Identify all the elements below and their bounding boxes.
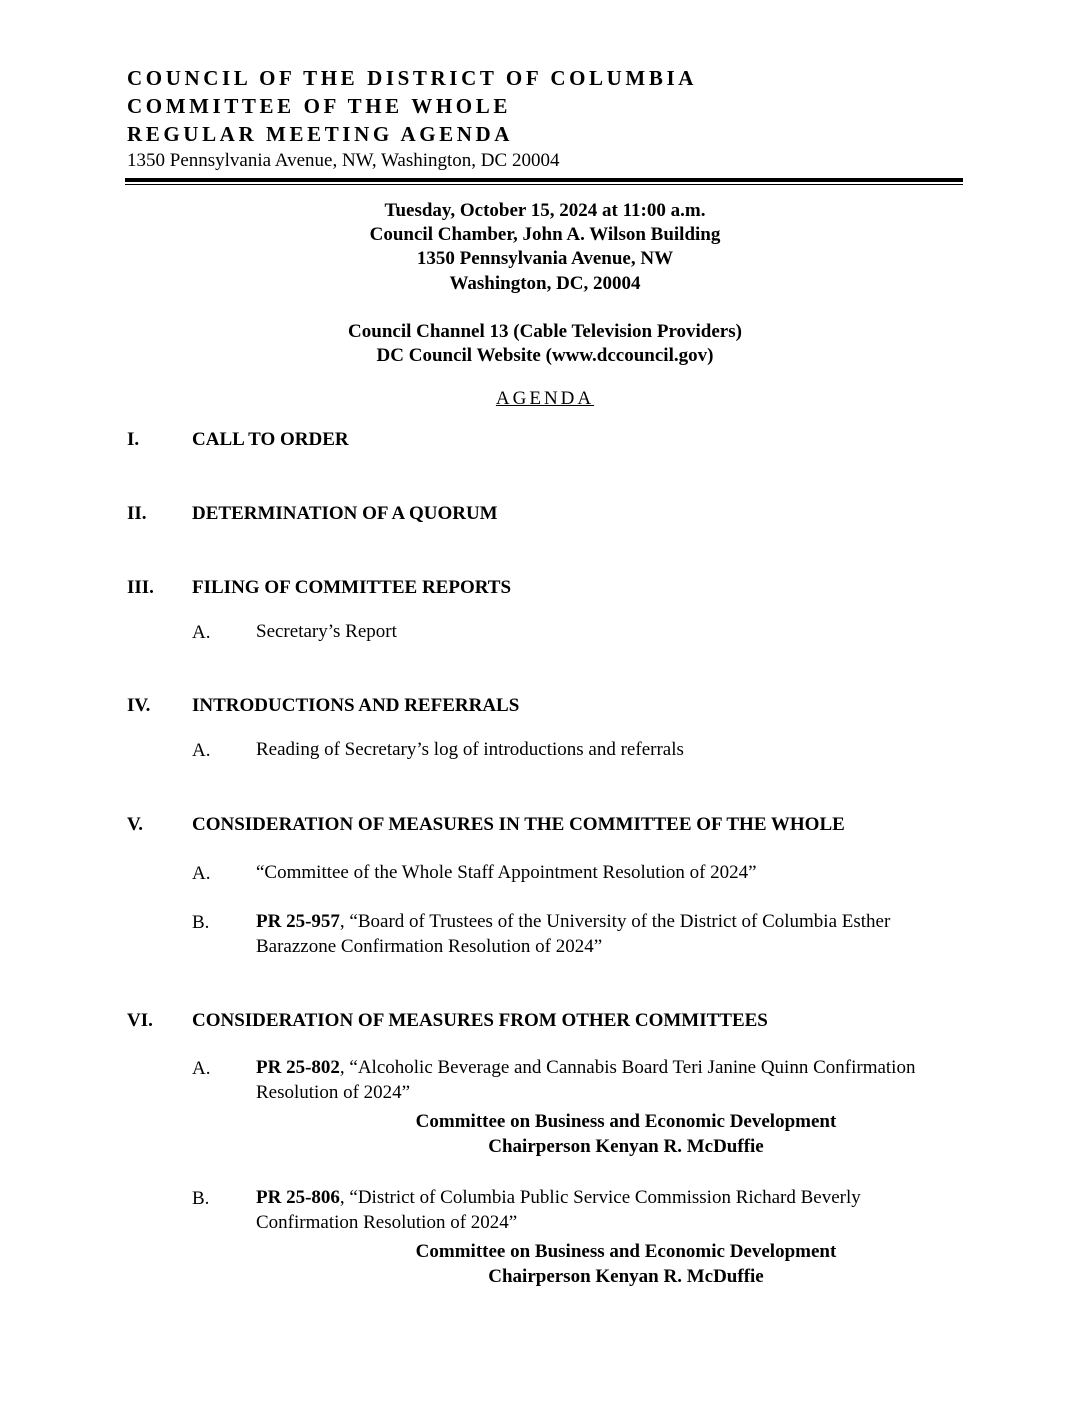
- measure-code: PR 25-957: [256, 911, 340, 932]
- section-number: I.: [127, 429, 140, 450]
- committee-chair: Chairperson Kenyan R. McDuffie: [488, 1266, 764, 1287]
- section-number: II.: [127, 503, 147, 524]
- header-address: 1350 Pennsylvania Avenue, NW, Washington, DC 20004: [127, 150, 560, 171]
- section-title: CONSIDERATION OF MEASURES FROM OTHER COMMITTEES: [192, 1010, 768, 1031]
- item-text: “Committee of the Whole Staff Appointment Resolution of 2024”: [256, 862, 757, 883]
- committee-name: Committee on Business and Economic Development: [415, 1241, 837, 1262]
- agenda-heading: [127, 388, 963, 410]
- item-text: Secretary’s Report: [256, 621, 397, 642]
- item-letter: A.: [192, 740, 211, 761]
- header-agenda-title: REGULAR MEETING AGENDA: [127, 122, 514, 146]
- header-rule-thin: [125, 184, 963, 185]
- measure-title: , “District of Columbia Public Service Commission Richard Beverly Confirmation Resolution of 2024”: [256, 1187, 861, 1233]
- section-title: CONSIDERATION OF MEASURES IN THE COMMITTEE OF THE WHOLE: [192, 814, 845, 835]
- item-text: Reading of Secretary’s log of introductions and referrals: [256, 739, 684, 760]
- section-number: III.: [127, 577, 154, 598]
- item-letter: A.: [192, 622, 211, 643]
- section-number: VI.: [127, 1010, 153, 1031]
- measure-code: PR 25-802: [256, 1057, 340, 1078]
- measure-title: , “Alcoholic Beverage and Cannabis Board Teri Janine Quinn Confirmation Resolution of 2024”: [256, 1057, 916, 1103]
- committee-chair: Chairperson Kenyan R. McDuffie: [488, 1136, 764, 1157]
- item-letter: B.: [192, 1188, 210, 1209]
- committee-name: Committee on Business and Economic Development: [415, 1111, 837, 1132]
- item-letter: A.: [192, 1058, 211, 1079]
- agenda-label: AGENDA: [495, 388, 595, 409]
- item-text: [256, 1185, 956, 1235]
- meeting-channel: Council Channel 13 (Cable Television Providers): [348, 321, 742, 342]
- section-title: DETERMINATION OF A QUORUM: [192, 503, 498, 524]
- item-letter: A.: [192, 863, 211, 884]
- meeting-street: 1350 Pennsylvania Avenue, NW: [416, 248, 674, 269]
- section-number: IV.: [127, 695, 151, 716]
- measure-title: , “Board of Trustees of the University of the District of Columbia Esther Barazzone Confirmation Resolution of 2024”: [256, 911, 891, 957]
- header-committee-title: COMMITTEE OF THE WHOLE: [127, 94, 511, 118]
- section-title: CALL TO ORDER: [192, 429, 349, 450]
- item-letter: B.: [192, 912, 210, 933]
- header-rule-thick: [125, 178, 963, 182]
- item-text: [256, 1055, 956, 1105]
- meeting-website: DC Council Website (www.dccouncil.gov): [376, 345, 714, 366]
- measure-code: PR 25-806: [256, 1187, 340, 1208]
- section-title: FILING OF COMMITTEE REPORTS: [192, 577, 512, 598]
- meeting-location: Council Chamber, John A. Wilson Building: [369, 224, 721, 245]
- section-title: INTRODUCTIONS AND REFERRALS: [192, 695, 520, 716]
- section-number: V.: [127, 814, 144, 835]
- meeting-city: Washington, DC, 20004: [449, 273, 641, 294]
- meeting-datetime: Tuesday, October 15, 2024 at 11:00 a.m.: [384, 200, 706, 221]
- item-text: [256, 909, 956, 959]
- header-council-title: COUNCIL OF THE DISTRICT OF COLUMBIA: [127, 66, 697, 90]
